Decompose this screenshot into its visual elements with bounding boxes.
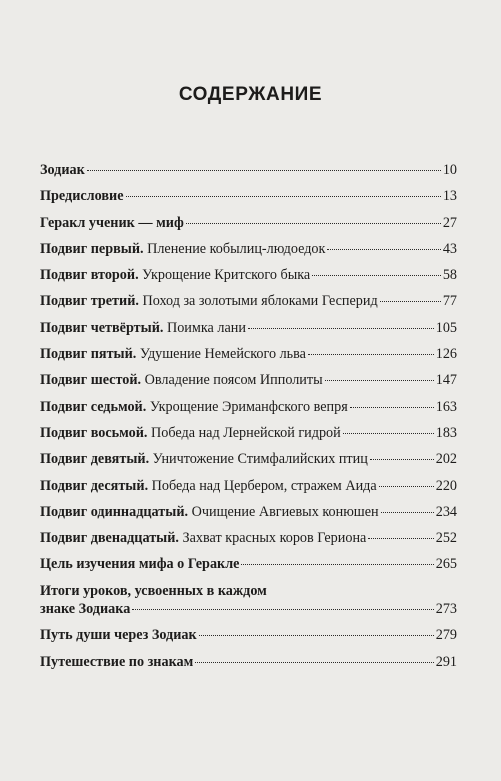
- toc-entry-line: [40, 503, 457, 521]
- toc-entry-bold: Подвиг пятый.: [40, 346, 137, 363]
- toc-entry-page: 183: [435, 424, 457, 441]
- toc-entry[interactable]: [40, 626, 457, 652]
- toc-entry-line-1: [40, 582, 457, 600]
- toc-entry[interactable]: [40, 292, 457, 318]
- toc-entry-subtitle: Победа над Лернейской гидрой: [147, 424, 341, 441]
- toc-entry[interactable]: [40, 398, 457, 424]
- toc-entry-line: [40, 266, 457, 284]
- toc-entry-page: 27: [442, 214, 457, 231]
- toc-entry[interactable]: [40, 503, 457, 529]
- dot-leader: [370, 459, 434, 460]
- dot-leader: [325, 380, 434, 381]
- dot-leader: [379, 486, 434, 487]
- toc-entry-title: [40, 555, 239, 573]
- toc-entry-page: 273: [435, 600, 457, 617]
- toc-entry-title: [40, 214, 184, 232]
- toc-entry-page: 10: [442, 162, 457, 178]
- toc-entry[interactable]: [40, 555, 457, 581]
- dot-leader: [381, 512, 434, 513]
- toc-entry-bold: Подвиг одиннадцатый.: [40, 503, 189, 520]
- toc-entry[interactable]: [40, 266, 457, 292]
- toc-entry-bold: Подвиг десятый.: [40, 477, 149, 494]
- toc-entry-bold: Подвиг второй.: [40, 267, 139, 284]
- toc-entry-title: [40, 424, 341, 442]
- dot-leader: [126, 196, 441, 197]
- toc-entry[interactable]: [40, 319, 457, 345]
- toc-entry-bold: Подвиг двенадцатый.: [40, 530, 179, 547]
- toc-entry-line-2: [40, 600, 457, 618]
- toc-entry[interactable]: [40, 214, 457, 240]
- toc-entry-page: 77: [442, 293, 457, 310]
- toc-entry-line: [40, 187, 457, 205]
- toc-entry-bold: Подвиг шестой.: [40, 372, 142, 389]
- toc-entry-line: [40, 398, 457, 416]
- toc-entry-page: 163: [435, 398, 457, 415]
- table-of-contents: [40, 161, 457, 679]
- dot-leader: [248, 328, 434, 329]
- toc-entry-bold: Цель изучения мифа о Геракле: [40, 556, 240, 573]
- toc-entry-page: 234: [435, 503, 457, 520]
- toc-entry-summary[interactable]: [40, 582, 457, 627]
- toc-entry-title: [40, 653, 193, 671]
- toc-entry-line: [40, 555, 457, 573]
- toc-entry-title: [40, 266, 310, 284]
- dot-leader: [199, 635, 434, 636]
- toc-entry-subtitle: Удушение Немейского льва: [136, 346, 306, 363]
- toc-entry-bold: Путешествие по знакам: [40, 653, 194, 670]
- toc-entry[interactable]: [40, 450, 457, 476]
- toc-entry-subtitle: Захват красных коров Гериона: [178, 530, 367, 547]
- toc-entry-title: [40, 450, 368, 468]
- dot-leader: [186, 223, 441, 224]
- toc-entry-subtitle: Уничтожение Стимфалийских птиц: [149, 451, 368, 468]
- toc-entry-bold: Подвиг третий.: [40, 293, 139, 310]
- toc-entry-subtitle: Поимка лани: [163, 319, 246, 336]
- toc-entry-page: 202: [435, 451, 457, 468]
- toc-entry-title: [40, 319, 246, 337]
- toc-entry-bold: Геракл ученик — миф: [40, 214, 184, 231]
- toc-entry-subtitle: Очищение Авгиевых конюшен: [188, 503, 379, 520]
- toc-tail-entries: [40, 626, 457, 679]
- toc-entry-title: [40, 626, 197, 644]
- toc-entry-bold: Предисловие: [40, 188, 124, 205]
- toc-entry-title: [40, 345, 306, 363]
- toc-entry-line: [40, 345, 457, 363]
- dot-leader: [350, 407, 434, 408]
- dot-leader: [308, 354, 434, 355]
- page-title: СОДЕРЖАНИЕ: [178, 84, 323, 105]
- toc-entry-bold: Путь души через Зодиак: [40, 627, 197, 644]
- toc-entry-line: [40, 240, 457, 258]
- toc-entry-page: 265: [435, 556, 457, 573]
- toc-entry[interactable]: [40, 529, 457, 555]
- toc-entry[interactable]: [40, 371, 457, 397]
- toc-entry-line: [40, 424, 457, 442]
- toc-entry[interactable]: [40, 653, 457, 679]
- toc-entry-subtitle: Поход за золотыми яблоками Гесперид: [138, 293, 378, 310]
- toc-entry-bold: Подвиг восьмой.: [40, 424, 148, 441]
- dot-leader: [87, 170, 441, 171]
- dot-leader: [132, 609, 433, 610]
- toc-entry[interactable]: [40, 345, 457, 371]
- toc-entry-page: 291: [435, 653, 457, 670]
- toc-entry-bold: Подвиг седьмой.: [40, 398, 147, 415]
- toc-entry-bold: Зодиак: [40, 162, 85, 178]
- toc-entry-line: [40, 292, 457, 310]
- toc-entry-line: [40, 319, 457, 337]
- toc-entry-title: [40, 529, 366, 547]
- toc-entry-line: [40, 653, 457, 671]
- toc-main-entries: [40, 161, 457, 582]
- toc-entry-subtitle: Победа над Цербером, стражем Аида: [148, 477, 377, 494]
- toc-entry-line: [40, 529, 457, 547]
- toc-entry-line: [40, 214, 457, 232]
- toc-entry-title: [40, 371, 323, 389]
- toc-entry-page: 220: [435, 477, 457, 494]
- toc-entry-page: 105: [435, 319, 457, 336]
- toc-entry-line: [40, 450, 457, 468]
- toc-entry-title-line1: Итоги уроков, усвоенных в каждом: [40, 582, 267, 599]
- toc-entry-subtitle: Пленение кобылиц-людоедок: [143, 240, 326, 257]
- toc-entry-title: [40, 477, 377, 495]
- toc-entry-line: [40, 626, 457, 644]
- toc-entry[interactable]: [40, 161, 457, 187]
- toc-entry-page: 43: [442, 240, 457, 257]
- toc-entry-bold: Подвиг первый.: [40, 240, 144, 257]
- dot-leader: [195, 662, 433, 663]
- toc-entry-title: [40, 503, 379, 521]
- dot-leader: [327, 249, 440, 250]
- toc-entry-subtitle: Укрощение Критского быка: [138, 267, 311, 284]
- toc-entry-subtitle: Овладение поясом Ипполиты: [141, 372, 323, 389]
- toc-entry[interactable]: [40, 477, 457, 503]
- toc-entry-title: [40, 161, 85, 179]
- toc-entry-title-line2: знаке Зодиака: [40, 600, 131, 617]
- toc-entry-page: 126: [435, 346, 457, 363]
- toc-entry-bold: Подвиг четвёртый.: [40, 319, 164, 336]
- toc-entry[interactable]: [40, 424, 457, 450]
- toc-entry-page: 13: [442, 188, 457, 205]
- toc-entry-title: [40, 292, 378, 310]
- dot-leader: [380, 301, 441, 302]
- toc-entry-title: [40, 398, 348, 416]
- toc-entry-page: 252: [435, 530, 457, 547]
- dot-leader: [343, 433, 434, 434]
- toc-entry-title: [40, 187, 124, 205]
- toc-entry-page: 147: [435, 372, 457, 389]
- toc-entry-page: 279: [435, 627, 457, 644]
- toc-entry-bold: Подвиг девятый.: [40, 451, 150, 468]
- dot-leader: [241, 564, 433, 565]
- toc-entry-page: 58: [442, 267, 457, 284]
- toc-entry-line: [40, 371, 457, 389]
- dot-leader: [368, 538, 433, 539]
- dot-leader: [312, 275, 441, 276]
- toc-entry-subtitle: Укрощение Эриманфского вепря: [146, 398, 348, 415]
- toc-entry-title: [40, 240, 325, 258]
- toc-entry-line: [40, 477, 457, 495]
- toc-entry[interactable]: [40, 240, 457, 266]
- toc-entry[interactable]: [40, 187, 457, 213]
- toc-entry-line: [40, 161, 457, 179]
